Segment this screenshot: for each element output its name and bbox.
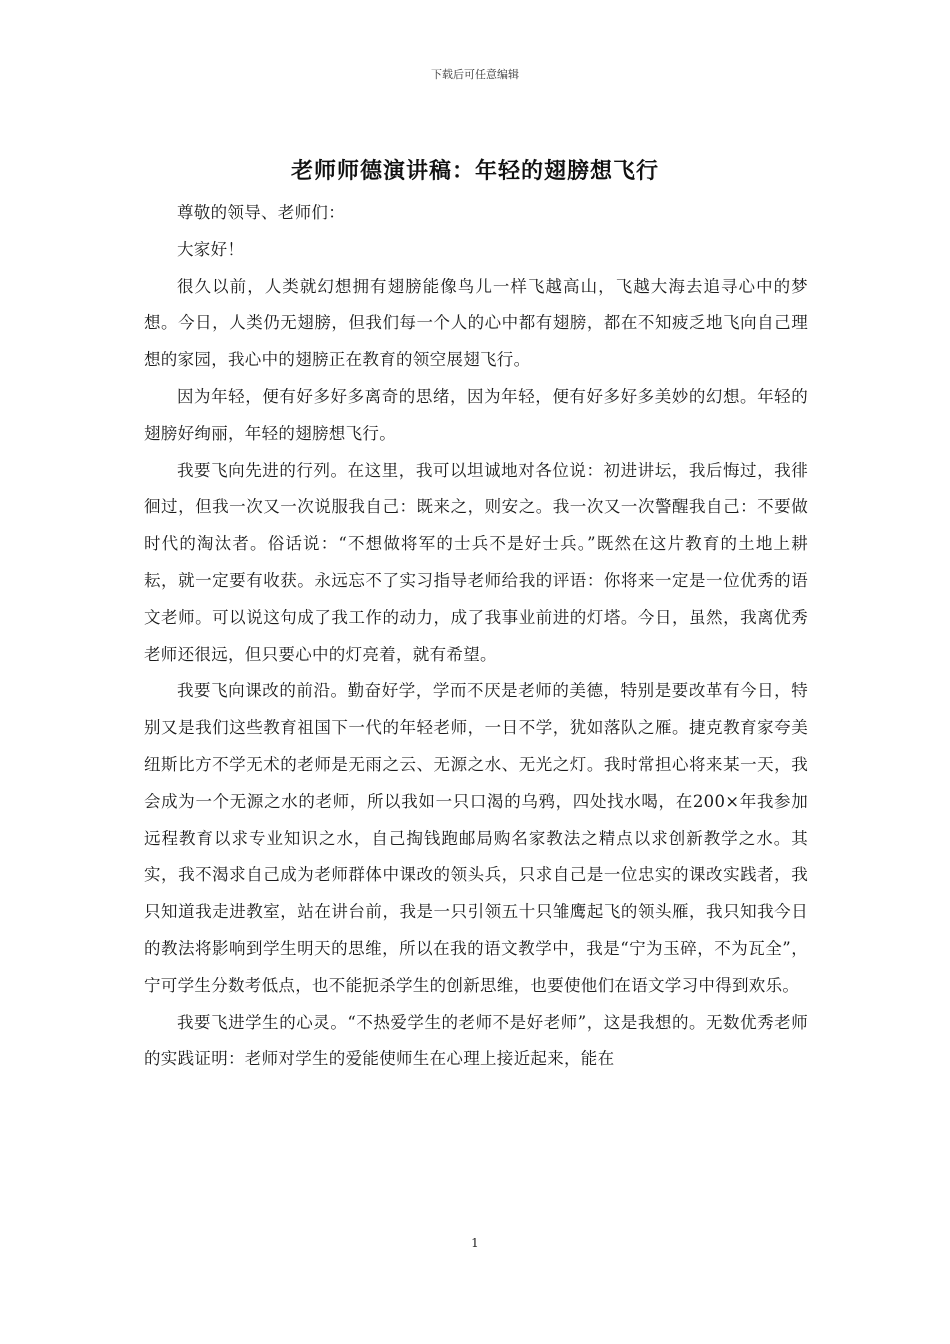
page-header-note: 下载后可任意编辑 [431,68,519,81]
page-number: 1 [471,1236,479,1250]
body-paragraph: 因为年轻，便有好多好多离奇的思绪，因为年轻，便有好多好多美妙的幻想。年轻的翅膀好绚丽，年轻的翅膀想飞行。 [144,386,808,443]
body-paragraph: 很久以前，人类就幻想拥有翅膀能像鸟儿一样飞越高山，飞越大海去追寻心中的梦想。今日，人类仍无翅膀，但我们每一个人的心中都有翅膀，都在不知疲乏地飞向自己理想的家园，我心中的翅膀正在教育的领空展翅飞行。 [144,276,808,370]
body-paragraph: 我要飞进学生的心灵。“不热爱学生的老师不是好老师”，这是我想的。无数优秀老师的实践证明：老师对学生的爱能使师生在心理上接近起来，能在 [144,1012,808,1069]
salutation: 尊敬的领导、老师们： [177,203,345,222]
body-paragraph: 我要飞向先进的行列。在这里，我可以坦诚地对各位说：初进讲坛，我后悔过，我徘徊过，但我一次又一次说服我自己：既来之，则安之。我一次又一次警醒我自己：不要做时代的淘汰者。俗话说：“不想做将军的士兵不是好士兵。”既然在这片教育的土地上耕耘，就一定要有收获。永远忘不了实习指导老师给我的评语：你将来一定是一位优秀的语文老师。可以说这句成了我工作的动力，成了我事业前进的灯塔。今日，虽然，我离优秀老师还很远，但只要心中的灯亮着，就有希望。 [144,460,808,664]
document-title: 老师师德演讲稿：年轻的翅膀想飞行 [290,159,659,184]
greeting: 大家好！ [177,239,245,259]
document-body [144,195,808,1078]
body-paragraph: 我要飞向课改的前沿。勤奋好学，学而不厌是老师的美德，特别是要改革有今日，特别又是我们这些教育祖国下一代的年轻老师，一日不学，犹如落队之雁。捷克教育家夸美纽斯比方不学无术的老师是无雨之云、无源之水、无光之灯。我时常担心将来某一天，我会成为一个无源之水的老师，所以我如一只口渴的乌鸦，四处找水喝，在200×年我参加远程教育以求专业知识之水，自己掏钱跑邮局购名家教法之精点以求创新教学之水。其实，我不渴求自己成为老师群体中课改的领头兵，只求自己是一位忠实的课改实践者，我只知道我走进教室，站在讲台前，我是一只引领五十只雏鹰起飞的领头雁，我只知我今日的教法将影响到学生明天的思维，所以在我的语文教学中，我是“宁为玉碎，不为瓦全”，宁可学生分数考低点，也不能扼杀学生的创新思维，也要使他们在语文学习中得到欢乐。 [144,681,808,995]
